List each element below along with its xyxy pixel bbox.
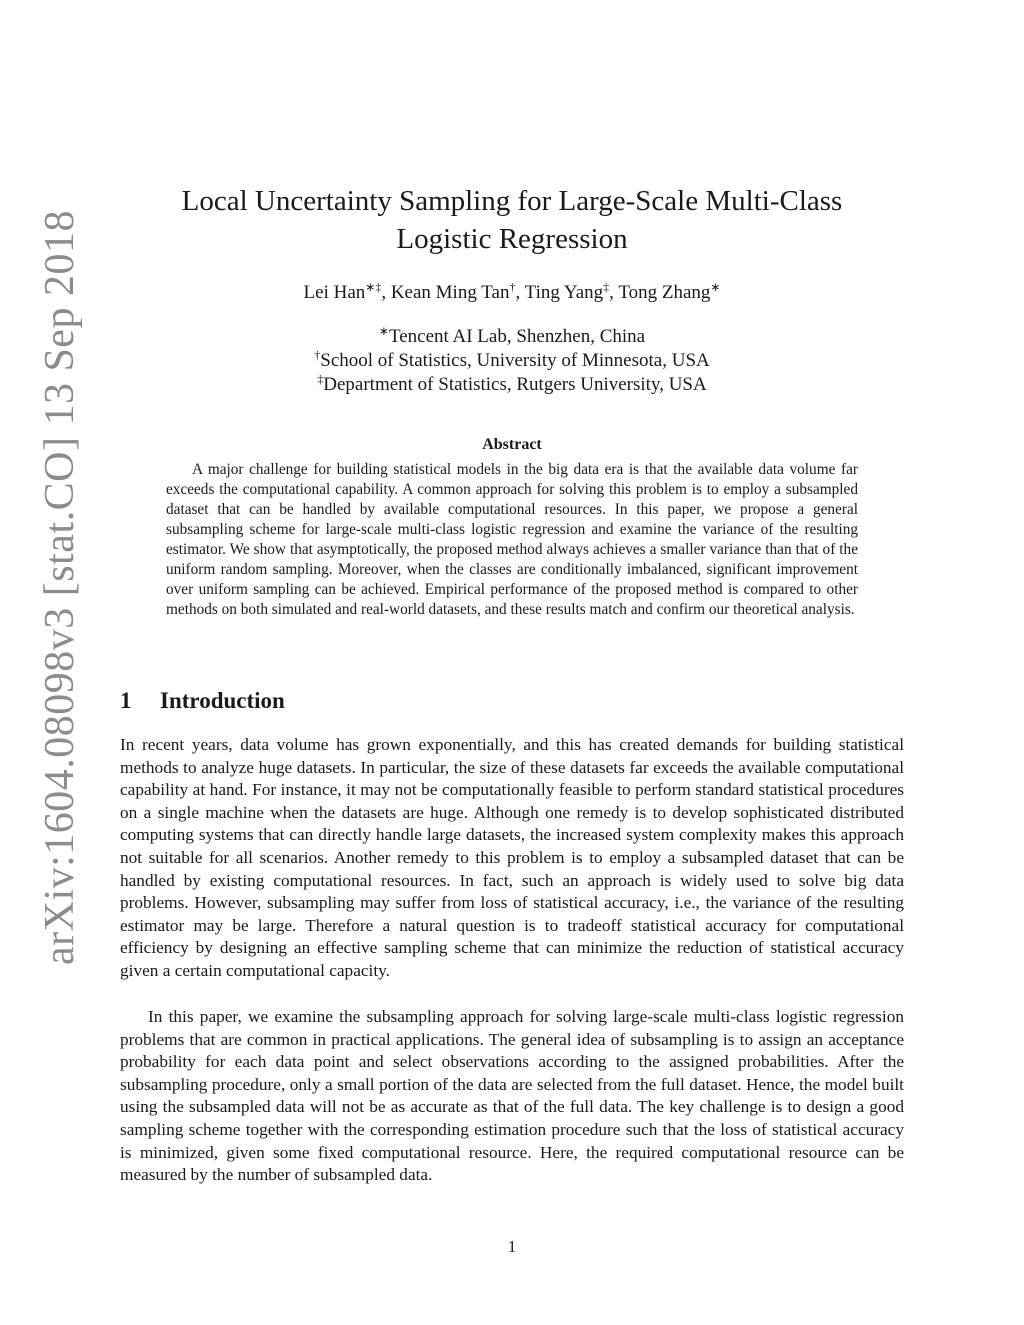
intro-paragraph-1: In recent years, data volume has grown exponentially, and this has created demands for building statistical methods to analyze huge datasets. In particular, the size of these datasets far exceeds the available computational capability at hand. For instance, it may not be computationally feasible to perform standard statistical procedures on a single machine when the datasets are huge. Although one remedy is to develop sophisticated distributed computing systems that can directly handle large datasets, the increased system complexity makes this approach not suitable for all scenarios. Another remedy to this problem is to employ a subsampled dataset that can be handled by existing computational resources. In fact, such an approach is widely used to solve big data problems. However, subsampling may suffer from loss of statistical accuracy, i.e., the variance of the resulting estimator may be large. Therefore a natural question is to tradeoff statistical accuracy for computational efficiency by designing an effective sampling scheme that can minimize the reduction of statistical accuracy given a certain computational capacity. [120, 735, 904, 980]
author-name: Kean Ming Tan [390, 282, 510, 303]
section-title: Introduction [160, 688, 285, 713]
section-heading-introduction [120, 688, 285, 714]
affiliation-list [130, 325, 894, 397]
title-line-2: Logistic Regression [396, 223, 628, 255]
author-name: Ting Yang [524, 282, 604, 303]
abstract-heading: Abstract [482, 436, 542, 453]
section-number: 1 [120, 688, 132, 713]
author-name: Lei Han [303, 282, 366, 303]
affiliation-mark: ‡ [317, 372, 324, 386]
affiliation-item [130, 349, 894, 373]
author-affiliation-marks: ∗ [710, 280, 721, 294]
author-separator: , [515, 282, 525, 303]
author-name: Tong Zhang [618, 282, 711, 303]
author-affiliation-marks: ∗‡ [365, 280, 382, 294]
author-separator: , [381, 282, 391, 303]
affiliation-mark: ∗ [378, 324, 389, 338]
page-number: 1 [507, 1237, 517, 1256]
author-affiliation-marks: † [509, 280, 516, 294]
affiliation-mark: † [314, 348, 321, 362]
affiliation-text: Tencent AI Lab, Shenzhen, China [388, 326, 646, 347]
paper-title [130, 182, 894, 258]
affiliation-item [130, 373, 894, 397]
arxiv-identifier-stamp: arXiv:1604.08098v3 [stat.CO] 13 Sep 2018 [37, 210, 83, 965]
abstract-body: A major challenge for building statistical models in the big data era is that the available data volume far exceeds the computational capability. A common approach for solving this problem is to employ a subsampled dataset that can be handled by available computational resources. In this paper, we propose a general subsampling scheme for large-scale multi-class logistic regression and examine the variance of the resulting estimator. We show that asymptotically, the proposed method always achieves a smaller variance than that of the uniform random sampling. Moreover, when the classes are conditionally imbalanced, significant improvement over uniform sampling can be achieved. Empirical performance of the proposed method is compared to other methods on both simulated and real-world datasets, and these results match and confirm our theoretical analysis. [166, 461, 858, 618]
affiliation-text: School of Statistics, University of Minnesota, USA [320, 350, 710, 371]
title-line-1: Local Uncertainty Sampling for Large-Scale Multi-Class [181, 185, 843, 217]
affiliation-item [130, 325, 894, 349]
author-list [130, 282, 894, 304]
affiliation-text: Department of Statistics, Rutgers University, USA [323, 374, 707, 395]
author-affiliation-marks: ‡ [603, 280, 610, 294]
intro-paragraph-2: In this paper, we examine the subsampling approach for solving large-scale multi-class logistic regression problems that are common in practical applications. The general idea of subsampling is to assign an acceptance probability for each data point and select observations according to the assigned probabilities. After the subsampling procedure, only a small portion of the data are selected from the full dataset. Hence, the model built using the subsampled data will not be as accurate as that of the full data. The key challenge is to design a good sampling scheme together with the corresponding estimation procedure such that the loss of statistical accuracy is minimized, given some fixed computational resource. Here, the required computational resource can be measured by the number of subsampled data. [120, 1007, 904, 1185]
author-separator: , [609, 282, 619, 303]
